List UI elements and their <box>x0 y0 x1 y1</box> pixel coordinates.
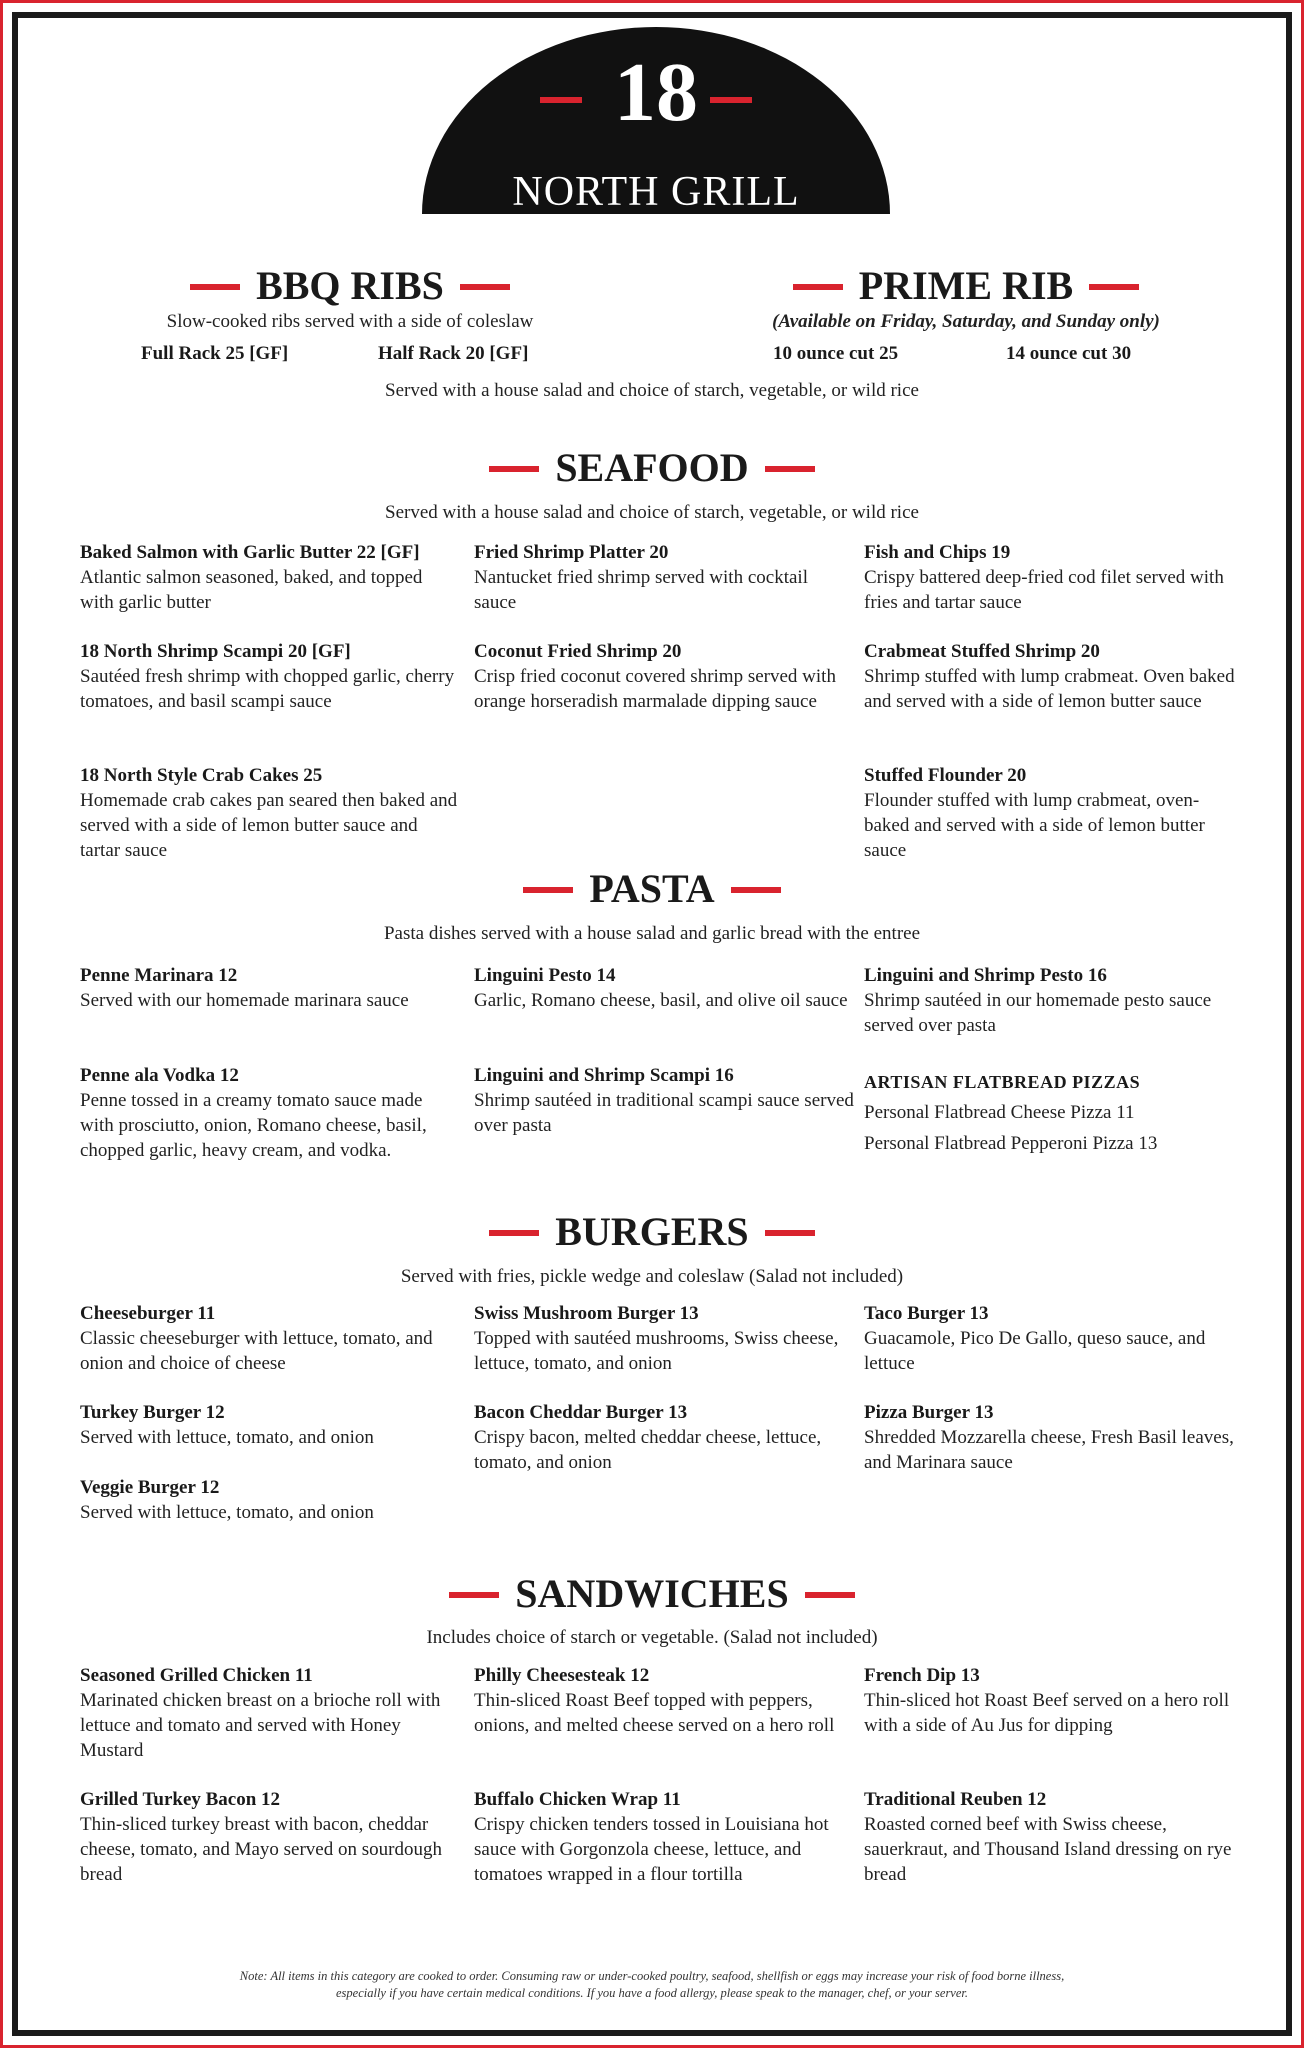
heading-bar-left <box>449 1592 499 1598</box>
heading-bar-left <box>489 466 539 472</box>
item-name: Linguini and Shrimp Pesto 16 <box>864 965 1107 986</box>
flatbread-cheese: Personal Flatbread Cheese Pizza 11 <box>864 1102 1135 1123</box>
disclaimer-line-1: Note: All items in this category are cooked to order. Consuming raw or under-cooked poultry, seafood, shellfish or eggs may increase your risk of food borne illness, <box>239 1969 1065 1983</box>
item-desc: Shrimp sautéed in traditional scampi sauce served over pasta <box>474 1090 854 1136</box>
item-name: Taco Burger 13 <box>864 1303 989 1324</box>
menu-item <box>474 639 854 714</box>
item-name: Swiss Mushroom Burger 13 <box>474 1303 699 1324</box>
item-name: Turkey Burger 12 <box>80 1402 225 1423</box>
item-desc: Roasted corned beef with Swiss cheese, sauerkraut, and Thousand Island dressing on rye bread <box>864 1814 1232 1885</box>
menu-item <box>474 1787 854 1887</box>
menu-item <box>864 540 1244 615</box>
item-desc: Atlantic salmon seasoned, baked, and topped with garlic butter <box>80 567 423 613</box>
item-desc: Crispy chicken tenders tossed in Louisiana hot sauce with Gorgonzola cheese, lettuce, and tomatoes wrapped in a flour tortilla <box>474 1814 829 1885</box>
menu-item <box>864 1301 1244 1376</box>
menu-item <box>474 1663 854 1738</box>
logo-number: 18 <box>614 46 698 139</box>
item-name: Baked Salmon with Garlic Butter 22 [GF] <box>80 542 420 563</box>
menu-item <box>864 1787 1244 1887</box>
item-desc: Crispy bacon, melted cheddar cheese, lettuce, tomato, and onion <box>474 1427 822 1473</box>
heading-burgers <box>0 1209 1304 1254</box>
burgers-subtitle: Served with fries, pickle wedge and coleslaw (Salad not included) <box>400 1266 904 1287</box>
item-name: Fried Shrimp Platter 20 <box>474 542 669 563</box>
restaurant-logo <box>422 27 890 214</box>
menu-item <box>80 1301 460 1376</box>
menu-item <box>474 540 854 615</box>
item-name: Grilled Turkey Bacon 12 <box>80 1789 281 1810</box>
bbq-full-rack: Full Rack 25 [GF] <box>141 343 289 364</box>
menu-item <box>80 1787 460 1887</box>
flatbread-title: ARTISAN FLATBREAD PIZZAS <box>864 1072 1141 1092</box>
heading-text: BBQ RIBS <box>256 263 444 308</box>
prime-rib-10oz: 10 ounce cut 25 <box>773 343 899 364</box>
menu-item <box>864 763 1244 863</box>
heading-bar-right <box>765 1230 815 1236</box>
menu-item <box>80 763 460 863</box>
item-desc: Homemade crab cakes pan seared then baked and served with a side of lemon butter sauce and tartar sauce <box>80 790 458 861</box>
heading-text: SEAFOOD <box>555 445 749 490</box>
item-name: Bacon Cheddar Burger 13 <box>474 1402 688 1423</box>
heading-bar-right <box>460 284 510 290</box>
heading-prime-rib <box>706 263 1226 308</box>
menu-item <box>80 1400 460 1450</box>
item-name: Penne Marinara 12 <box>80 965 238 986</box>
item-desc: Thin-sliced hot Roast Beef served on a hero roll with a side of Au Jus for dipping <box>864 1690 1230 1736</box>
logo-name: NORTH GRILL <box>512 169 800 215</box>
item-desc: Nantucket fried shrimp served with cocktail sauce <box>474 567 808 613</box>
menu-item <box>474 963 854 1013</box>
heading-bar-right <box>1089 284 1139 290</box>
heading-text: SANDWICHES <box>515 1571 789 1616</box>
item-name: French Dip 13 <box>864 1665 980 1686</box>
item-name: 18 North Style Crab Cakes 25 <box>80 765 323 786</box>
item-desc: Served with our homemade marinara sauce <box>80 990 409 1011</box>
menu-item <box>474 1400 854 1475</box>
item-desc: Served with lettuce, tomato, and onion <box>80 1502 374 1523</box>
item-desc: Shrimp sautéed in our homemade pesto sauce served over pasta <box>864 990 1212 1036</box>
item-name: Fish and Chips 19 <box>864 542 1011 563</box>
heading-bar-right <box>731 887 781 893</box>
item-desc: Classic cheeseburger with lettuce, tomato, and onion and choice of cheese <box>80 1328 433 1374</box>
heading-bar-left <box>190 284 240 290</box>
disclaimer-line-2: especially if you have certain medical conditions. If you have a food allergy, please speak to the manager, chef, or your server. <box>335 1986 969 2000</box>
item-name: Veggie Burger 12 <box>80 1477 220 1498</box>
item-name: Linguini Pesto 14 <box>474 965 616 986</box>
menu-item <box>80 1663 460 1763</box>
pasta-subtitle: Pasta dishes served with a house salad and garlic bread with the entree <box>383 923 921 944</box>
item-desc: Marinated chicken breast on a brioche roll with lettuce and tomato and served with Honey Mustard <box>80 1690 441 1761</box>
item-name: 18 North Shrimp Scampi 20 [GF] <box>80 641 351 662</box>
heading-bar-left <box>489 1230 539 1236</box>
item-name: Coconut Fried Shrimp 20 <box>474 641 682 662</box>
item-name: Penne ala Vodka 12 <box>80 1065 239 1086</box>
item-name: Philly Cheesesteak 12 <box>474 1665 650 1686</box>
heading-bar-right <box>805 1592 855 1598</box>
menu-item <box>864 639 1244 714</box>
heading-sandwiches <box>0 1571 1304 1616</box>
flatbread-pepperoni: Personal Flatbread Pepperoni Pizza 13 <box>864 1133 1158 1154</box>
menu-item <box>80 1475 460 1525</box>
ribs-served-note: Served with a house salad and choice of starch, vegetable, or wild rice <box>385 380 919 401</box>
bbq-half-rack: Half Rack 20 [GF] <box>378 343 529 364</box>
item-desc: Shredded Mozzarella cheese, Fresh Basil leaves, and Marinara sauce <box>864 1427 1234 1473</box>
heading-seafood <box>0 445 1304 490</box>
item-desc: Served with lettuce, tomato, and onion <box>80 1427 374 1448</box>
heading-text: PASTA <box>589 866 715 911</box>
menu-item <box>864 1663 1244 1738</box>
menu-item <box>80 1063 460 1163</box>
item-name: Buffalo Chicken Wrap 11 <box>474 1789 681 1810</box>
item-desc: Thin-sliced turkey breast with bacon, cheddar cheese, tomato, and Mayo served on sourdough bread <box>80 1814 442 1885</box>
item-name: Cheeseburger 11 <box>80 1303 216 1324</box>
item-desc: Shrimp stuffed with lump crabmeat. Oven baked and served with a side of lemon butter sauce <box>864 666 1235 712</box>
heading-bar-left <box>793 284 843 290</box>
item-name: Stuffed Flounder 20 <box>864 765 1027 786</box>
heading-bar-left <box>523 887 573 893</box>
item-desc: Flounder stuffed with lump crabmeat, oven-baked and served with a side of lemon butter sauce <box>864 790 1205 861</box>
menu-item <box>80 963 460 1013</box>
disclaimer-note <box>100 1968 1204 2002</box>
item-desc: Crispy battered deep-fried cod filet served with fries and tartar sauce <box>864 567 1224 613</box>
heading-text: BURGERS <box>555 1209 749 1254</box>
bbq-ribs-subtitle: Slow-cooked ribs served with a side of coleslaw <box>166 311 534 332</box>
item-desc: Garlic, Romano cheese, basil, and olive oil sauce <box>474 990 848 1011</box>
logo-dash-right <box>710 97 752 103</box>
item-desc: Sautéed fresh shrimp with chopped garlic, cherry tomatoes, and basil scampi sauce <box>80 666 455 712</box>
item-name: Pizza Burger 13 <box>864 1402 994 1423</box>
item-name: Seasoned Grilled Chicken 11 <box>80 1665 313 1686</box>
item-name: Linguini and Shrimp Scampi 16 <box>474 1065 734 1086</box>
prime-rib-subtitle: (Available on Friday, Saturday, and Sunday only) <box>772 311 1160 332</box>
item-desc: Thin-sliced Roast Beef topped with peppers, onions, and melted cheese served on a hero roll <box>474 1690 835 1736</box>
item-desc: Crisp fried coconut covered shrimp served with orange horseradish marmalade dipping sauce <box>474 666 836 712</box>
item-desc: Topped with sautéed mushrooms, Swiss cheese, lettuce, tomato, and onion <box>474 1328 839 1374</box>
menu-item <box>80 540 460 615</box>
heading-bbq-ribs <box>90 263 610 308</box>
heading-bar-right <box>765 466 815 472</box>
menu-item <box>474 1301 854 1376</box>
menu-item <box>474 1063 854 1138</box>
item-name: Traditional Reuben 12 <box>864 1789 1047 1810</box>
prime-rib-14oz: 14 ounce cut 30 <box>1006 343 1132 364</box>
seafood-subtitle: Served with a house salad and choice of starch, vegetable, or wild rice <box>385 502 919 523</box>
item-desc: Penne tossed in a creamy tomato sauce made with prosciutto, onion, Romano cheese, basil, chopped garlic, heavy cream, and vodka. <box>80 1090 427 1161</box>
item-name: Crabmeat Stuffed Shrimp 20 <box>864 641 1100 662</box>
menu-item <box>864 1400 1244 1475</box>
menu-item <box>80 639 460 714</box>
heading-pasta <box>0 866 1304 911</box>
menu-item <box>864 963 1244 1038</box>
sandwiches-subtitle: Includes choice of starch or vegetable. (Salad not included) <box>426 1627 878 1648</box>
item-desc: Guacamole, Pico De Gallo, queso sauce, and lettuce <box>864 1328 1206 1374</box>
heading-text: PRIME RIB <box>858 263 1074 308</box>
